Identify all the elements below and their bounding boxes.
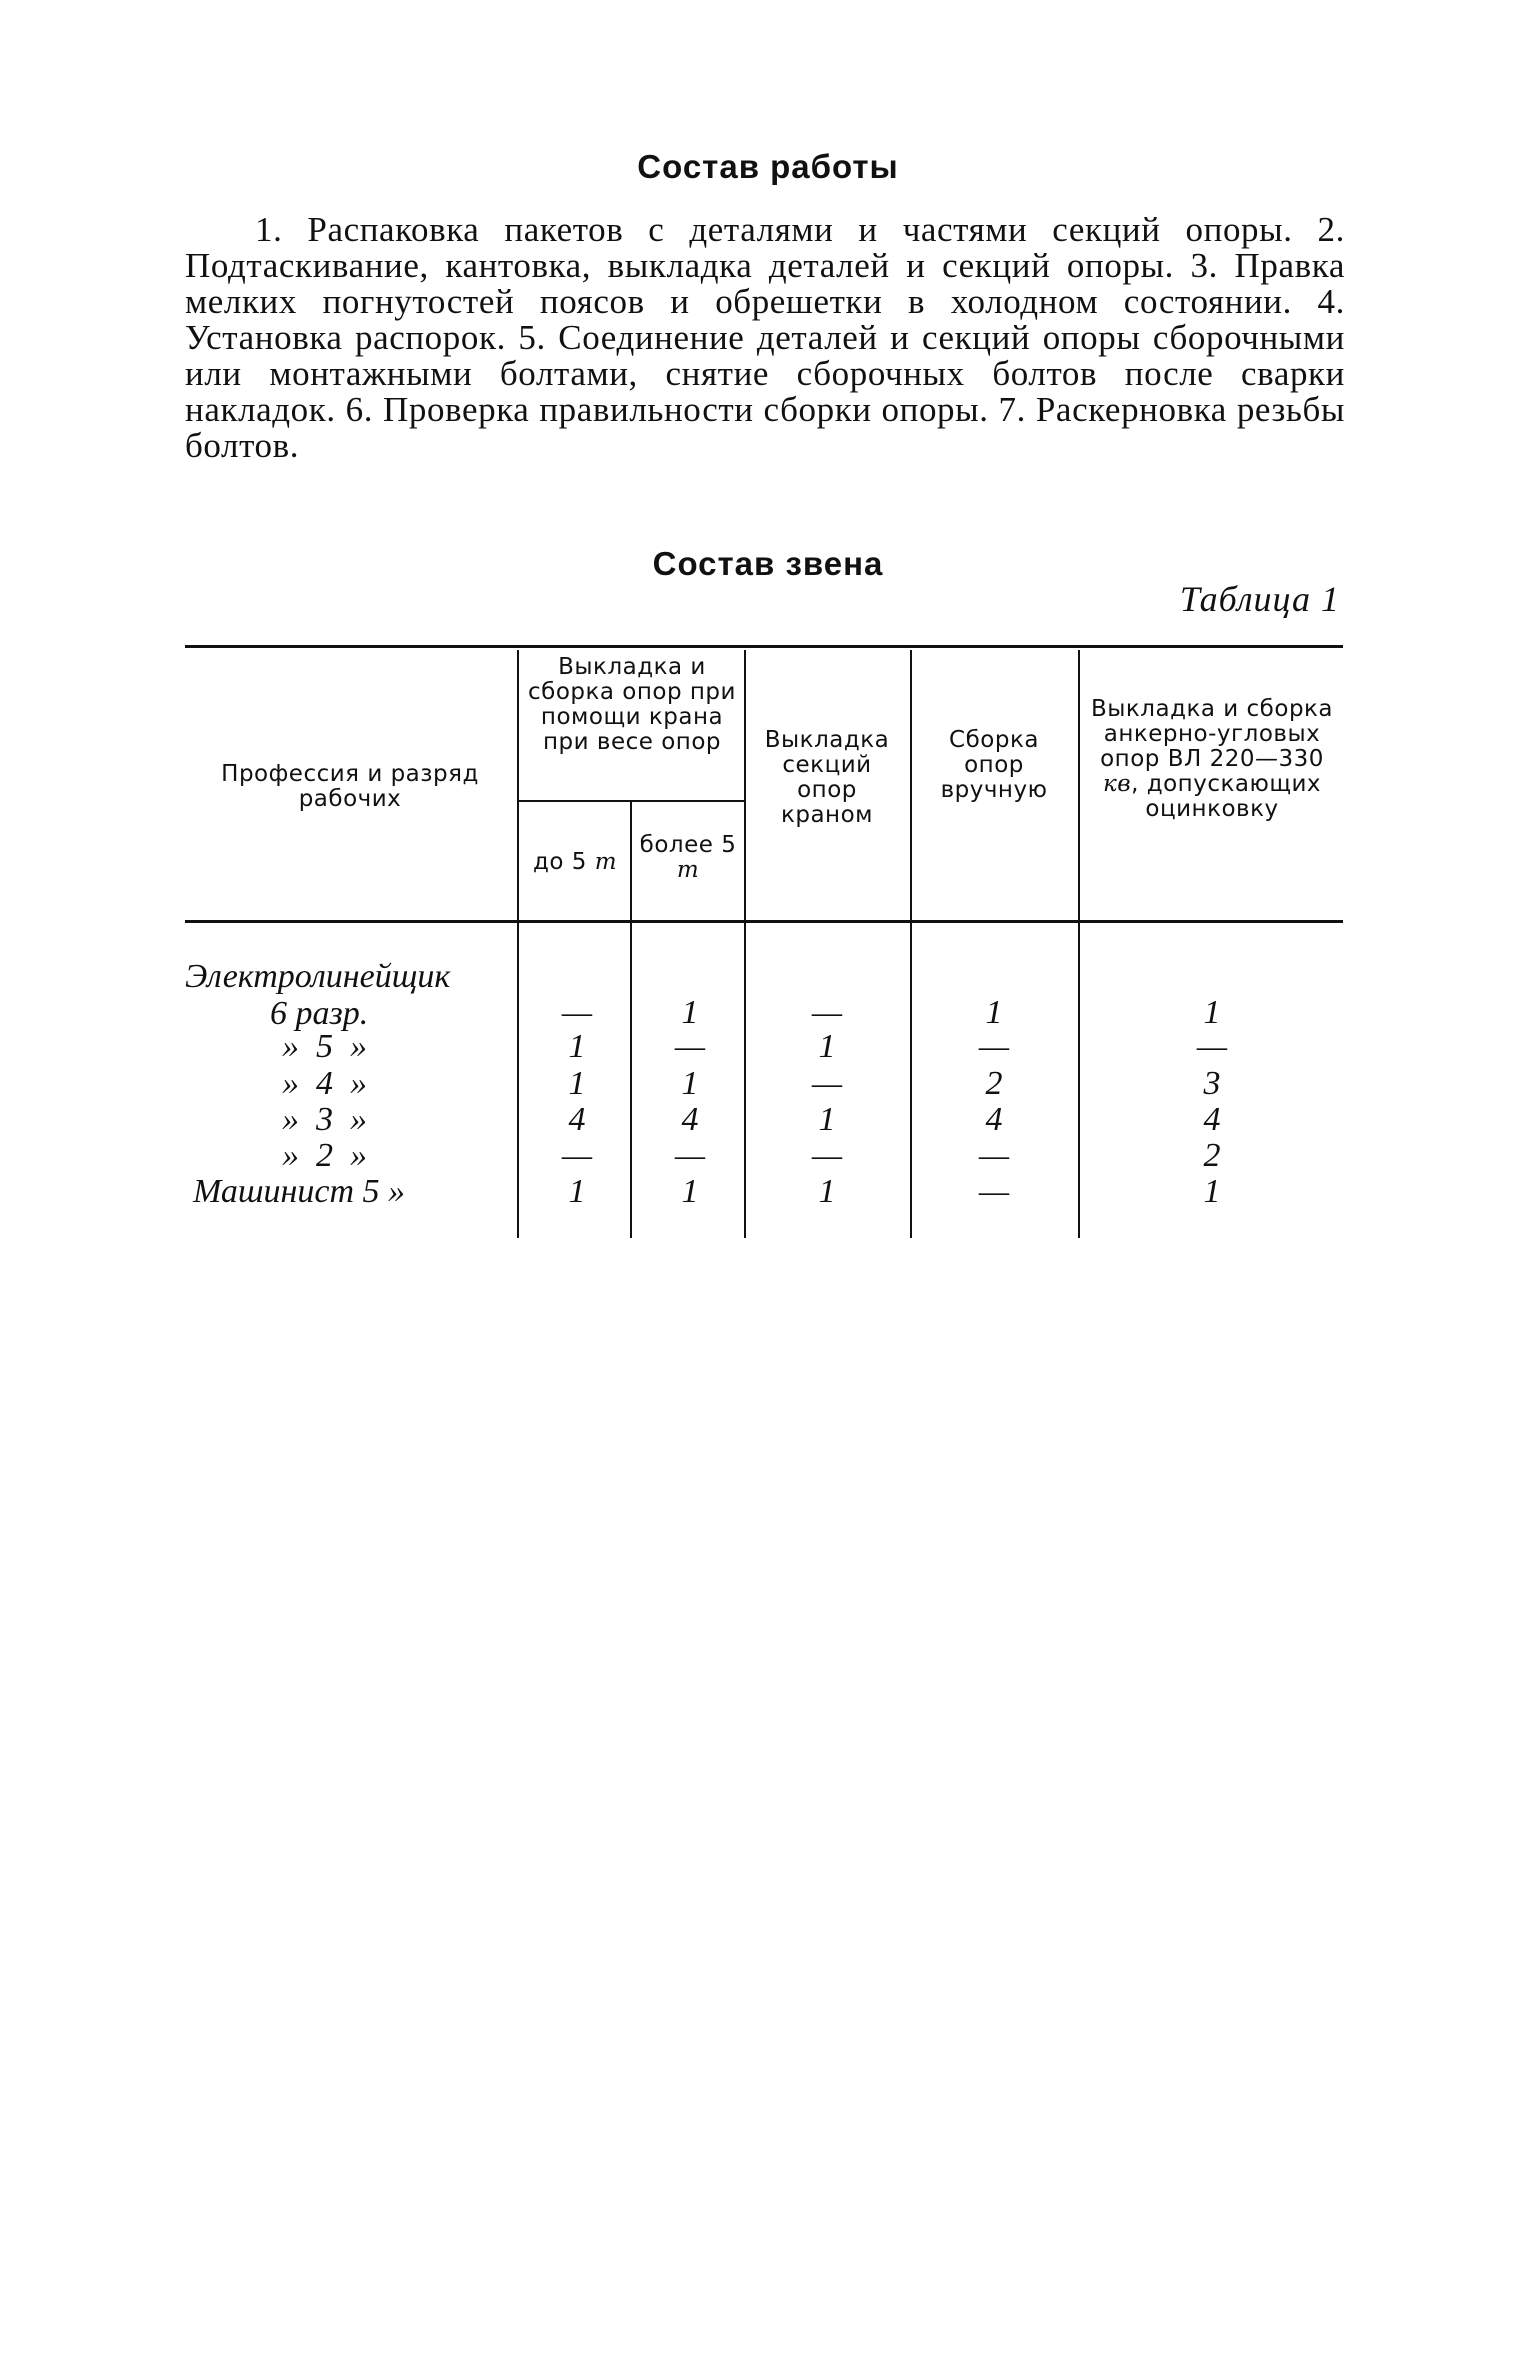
row-label: » 2 »: [265, 1137, 367, 1174]
header-crane-sections: Выкладка секций опор краном: [764, 727, 890, 828]
header-over-5t: более 5 т: [639, 832, 737, 883]
table-cell: 1: [681, 994, 699, 1031]
header-profession: Профессия и разряд рабочих: [221, 761, 479, 812]
col-divider-5: [1078, 650, 1080, 1238]
table-cell: 2: [1203, 1137, 1221, 1174]
table-top-rule: [185, 645, 1343, 648]
table-cell: —: [811, 1065, 843, 1102]
row-label: Машинист 5 »: [193, 1173, 406, 1210]
row-label: » 5 »: [265, 1028, 367, 1065]
table-cell: 1: [568, 1173, 586, 1210]
table-cell: 1: [1203, 994, 1221, 1031]
row-label: » 4 »: [265, 1065, 367, 1102]
table-cell: —: [978, 1173, 1010, 1210]
table-cell: 4: [1203, 1101, 1221, 1138]
header-upto-5t: до 5 т: [532, 849, 618, 875]
section-title-crew: Состав звена: [652, 545, 884, 582]
table-caption: Таблица 1: [1179, 579, 1340, 619]
table-cell: 1: [568, 1065, 586, 1102]
table-cell: 1: [818, 1173, 836, 1210]
table-cell: —: [674, 1028, 706, 1065]
header-anchor-towers: Выкладка и сборка анкерно-угловых опор ВЛ 220—330 кв, допускающих оцинковку: [1090, 696, 1334, 822]
table-cell: 1: [681, 1173, 699, 1210]
table-cell: —: [811, 1137, 843, 1174]
table-cell: 3: [1203, 1065, 1221, 1102]
header-crane-group: Выкладка и сборка опор при помощи крана при весе опор: [528, 654, 736, 755]
table-cell: 1: [1203, 1173, 1221, 1210]
table-cell: 4: [985, 1101, 1003, 1138]
table-cell: —: [561, 1137, 593, 1174]
work-description: 1. Распаковка пакетов с деталями и частями секций опоры. 2. Подтаскивание, кантовка, выкладка деталей и секций опоры. 3. Правка мелких погнутостей поясов и обрешетки в холодном состоянии. 4. Установка распорок. 5. Соединение деталей и секций опоры сборочными или монтажными болтами, снятие сборочных болтов после сварки накладок. 6. Проверка правильности сборки опоры. 7. Раскерновка резьбы болтов.: [185, 210, 1345, 465]
table-cell: 1: [818, 1028, 836, 1065]
col-divider-2a: [630, 800, 632, 920]
table-cell: 4: [681, 1101, 699, 1138]
table-cell: —: [811, 994, 843, 1031]
table-cell: 1: [818, 1101, 836, 1138]
table-cell: —: [978, 1137, 1010, 1174]
row-label: » 3 »: [265, 1101, 367, 1138]
table-cell: 2: [985, 1065, 1003, 1102]
table-cell: —: [978, 1028, 1010, 1065]
table-cell: 1: [568, 1028, 586, 1065]
table-cell: 1: [681, 1065, 699, 1102]
subheader-divider: [518, 800, 746, 802]
table-header-rule: [185, 920, 1343, 923]
table-cell: —: [561, 994, 593, 1031]
col-divider-4: [910, 650, 912, 1238]
table-cell: —: [674, 1137, 706, 1174]
header-manual-assembly: Сборка опор вручную: [940, 727, 1048, 803]
table-cell: 4: [568, 1101, 586, 1138]
section-title-work: Состав работы: [637, 148, 899, 185]
table-cell: 1: [985, 994, 1003, 1031]
table-cell: —: [1196, 1028, 1228, 1065]
row-label: Электролинейщик 6 разр.: [185, 958, 451, 1032]
